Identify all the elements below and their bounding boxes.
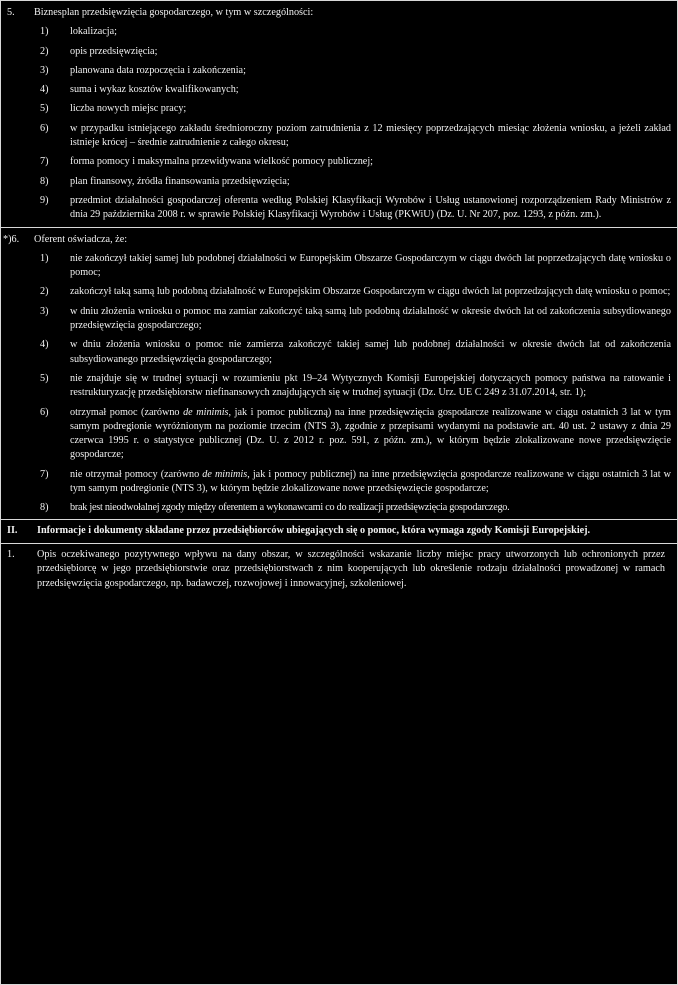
list-item-number: 4): [40, 84, 49, 96]
list-item: [1, 468, 677, 497]
list-item-text: [70, 406, 677, 463]
section-6: [1, 228, 677, 520]
list-item-text: w dniu złożenia wniosku o pomoc ma zamiar zakończyć taką samą lub podobną działalność w okresie dwóch lat od zakończenia subsydiowanego przedsięwzięcia gospodarczego;: [70, 305, 671, 332]
list-item-number: 3): [40, 64, 49, 76]
section-6-number: *)6.: [3, 233, 20, 245]
section-5-number: 5.: [7, 7, 15, 18]
list-item-text: suma i wykaz kosztów kwalifikowanych;: [70, 84, 239, 96]
section-6-heading-row: [1, 228, 677, 247]
list-item-number: 8): [40, 502, 49, 514]
list-item-text: opis przedsięwzięcia;: [70, 45, 158, 57]
section-1-number: 1.: [7, 548, 15, 560]
list-item-number: 2): [40, 286, 49, 298]
list-item: [1, 372, 677, 401]
list-item-text: w przypadku istniejącego zakładu średnioroczny poziom zatrudnienia z 12 miesięcy poprzedzających miesiąc złożenia wniosku, a jeżeli zakład istnieje krócej – średnie zatrudnienie z całego okresu;: [70, 122, 671, 149]
section-6-heading: Oferent oświadcza, że:: [34, 233, 128, 245]
section-1-row: [1, 548, 677, 591]
list-item: [1, 501, 677, 515]
section-ii-heading-row: [1, 524, 677, 538]
list-item-text: nie znajduje się w trudnej sytuacji w rozumieniu pkt 19–24 Wytycznych Komisji Europejskiej dotyczących pomocy państwa na ratowanie i restrukturyzację przedsiębiorstw niefinansowych znajdujących się w trudnej sytuacji (Dz. Urz. UE C 249 z 31.07.2014, str. 1);: [70, 372, 671, 399]
section-6-list: [1, 252, 677, 516]
section-5-list: [1, 25, 677, 222]
list-item-text-rest: , jak i pomoc publiczną) na inne przedsięwzięcia gospodarcze realizowane w ciągu ostatnich 3 lat w tym samym podregionie wyróżnionym na poziomie trzecim (NTS 3), zgodnie z przepisami wydanymi na podstawie art. 40 ust. 2 ustawy z dnia 29 czerwca 1995 r. o statystyce publicznej (Dz. U. z 2012 r. poz. 591, z późn. zm.), w którym będzie zlokalizowane nowe przedsięwzięcie gospodarcze;: [70, 406, 671, 461]
list-item-text: w dniu złożenia wniosku o pomoc nie zamierza zakończyć takiej samej lub podobnej działalności w okresie dwóch lat od zakończenia subsydiowanego przedsięwzięcia gospodarczego;: [70, 339, 671, 365]
list-item-number: 1): [40, 252, 49, 264]
list-item-number: 4): [40, 339, 49, 351]
list-item: [1, 83, 677, 97]
list-item-number: 5): [40, 103, 49, 115]
list-item: [1, 102, 677, 116]
list-item: [1, 406, 677, 463]
list-item-number: 6): [40, 406, 49, 418]
section-5-heading: Biznesplan przedsięwzięcia gospodarczego, w tym w szczególności:: [34, 7, 314, 18]
list-item-text: przedmiot działalności gospodarczej oferenta według Polskiej Klasyfikacji Wyrobów i Usług ustanowionej rozporządzeniem Rady Ministrów z dnia 29 października 2008 r. w sprawie Polskiej Klasyfikacji Wyrobów i Usług (PKWiU) (Dz. U. Nr 207, poz. 1293, z późn. zm.).: [70, 194, 671, 221]
list-item-text-emphasis: de minimis: [183, 406, 229, 418]
list-item-text: lokalizacja;: [70, 26, 117, 38]
list-item: [1, 285, 677, 299]
list-item-text-rest: , jak i pomocy publicznej) na inne przedsięwzięcia gospodarcze realizowane w ciągu ostatnich 3 lat w tym samym podregionie (NTS 3), w którym będzie zlokalizowane nowe przedsięwzięcie gospodarcze;: [70, 468, 671, 495]
list-item: [1, 175, 677, 189]
section-1-text: Opis oczekiwanego pozytywnego wpływu na dany obszar, w szczególności wskazanie liczby miejsc pracy utworzonych lub ochronionych przez przedsiębiorcę w jego przedsiębiorstwie oraz przedsiębiorstwach z nim kooperujących lub określenie rodzaju działalności prowadzonej w ramach przedsięwzięcia gospodarczego, np. badawczej, rozwojowej i innowacyjnej, szkoleniowej.: [37, 548, 665, 589]
list-item-number: 8): [40, 175, 49, 187]
section-ii-heading: Informacje i dokumenty składane przez przedsiębiorców ubiegających się o pomoc, która wymaga zgody Komisji Europejskiej.: [37, 524, 591, 536]
list-item-text: nie zakończył takiej samej lub podobnej działalności w Europejskim Obszarze Gospodarczym w ciągu dwóch lat poprzedzających datę wniosku o pomoc;: [70, 252, 671, 279]
list-item: [1, 305, 677, 334]
list-item-text: forma pomocy i maksymalna przewidywana wielkość pomocy publicznej;: [70, 156, 373, 168]
list-item-number: 3): [40, 305, 49, 317]
list-item-text-emphasis: de minimis: [202, 468, 248, 480]
list-item-number: 6): [40, 122, 49, 134]
list-item: [1, 45, 677, 59]
list-item: [1, 25, 677, 39]
section-ii-number: II.: [7, 524, 18, 536]
list-item-text: planowana data rozpoczęcia i zakończenia;: [70, 64, 246, 76]
section-5: [1, 1, 677, 228]
list-item-number: 7): [40, 468, 49, 480]
list-item-text-pre: nie otrzymał pomocy (zarówno: [70, 468, 203, 480]
list-item: [1, 252, 677, 281]
list-item-text: liczba nowych miejsc pracy;: [70, 103, 187, 115]
list-item: [1, 194, 677, 223]
list-item-text: [70, 468, 677, 497]
list-item-number: 2): [40, 45, 49, 57]
list-item: [1, 64, 677, 78]
list-item: [1, 122, 677, 151]
section-ii: [1, 520, 677, 544]
list-item-text-pre: otrzymał pomoc (zarówno: [70, 406, 184, 418]
list-item-number: 5): [40, 372, 49, 384]
list-item: [1, 338, 677, 367]
section-1: [1, 544, 677, 591]
list-item-text: zakończył taką samą lub podobną działalność w Europejskim Obszarze Gospodarczym w ciągu dwóch lat poprzedzających datę wniosku o pomoc;: [70, 286, 671, 298]
list-item-text: plan finansowy, źródła finansowania przedsięwzięcia;: [70, 175, 290, 187]
list-item-text: brak jest nieodwołalnej zgody między oferentem a wykonawcami co do realizacji przedsięwzięcia gospodarczego.: [70, 502, 510, 514]
list-item-number: 7): [40, 156, 49, 168]
section-5-heading-row: [1, 1, 677, 20]
list-item-number: 9): [40, 194, 49, 206]
list-item: [1, 155, 677, 169]
list-item-number: 1): [40, 26, 49, 38]
